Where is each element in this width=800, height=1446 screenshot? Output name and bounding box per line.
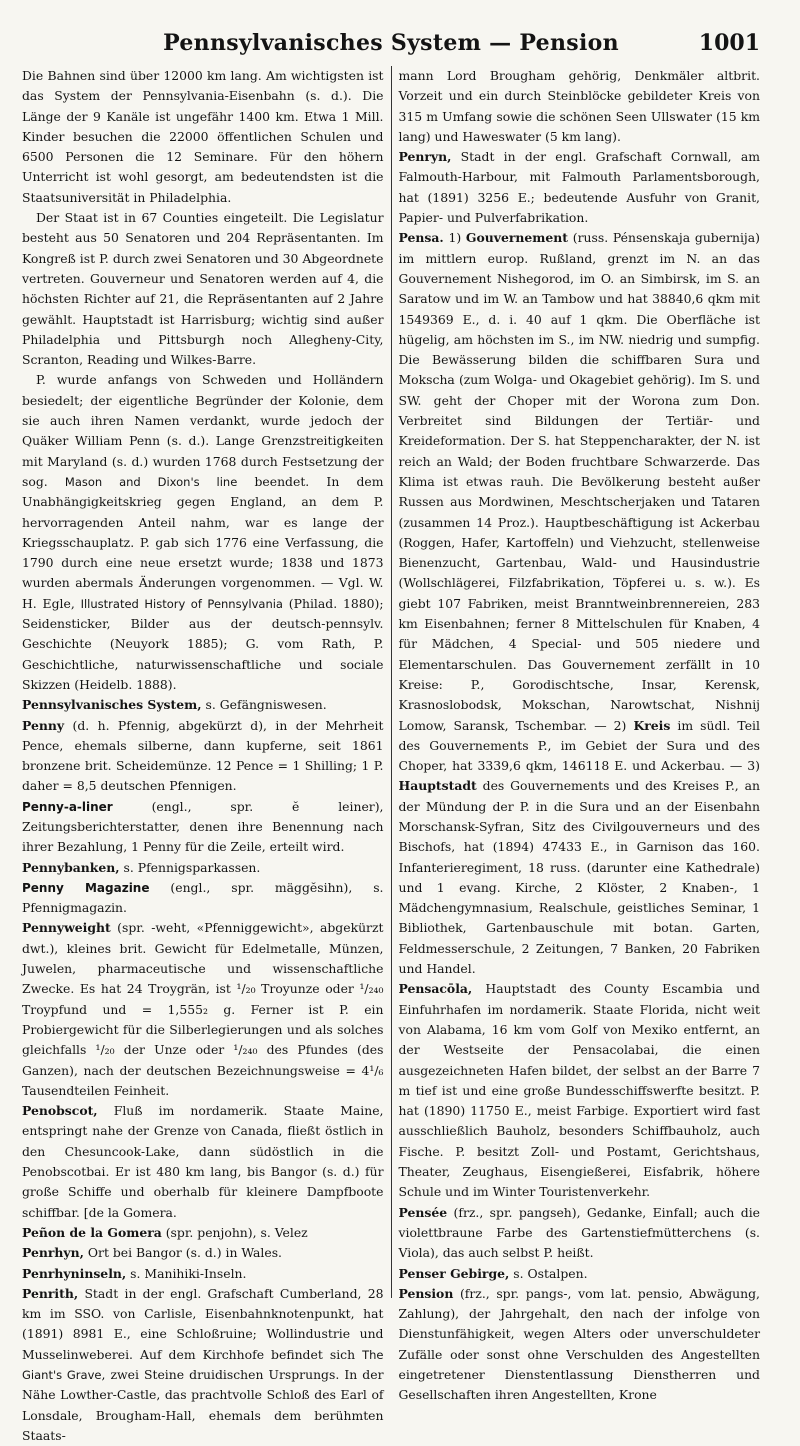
headword: Penrith,	[22, 1285, 79, 1301]
left-column	[22, 66, 384, 1443]
headword: Pensée	[398, 1204, 448, 1220]
paragraph: mann Lord Brougham gehörig, Denkmäler altbrit. Vorzeit und ein durch Steinblöcke gebildeter Kreis von 315 m Umfang sowie die schönen Seen Ullswater (15 km lang) und Haweswater (5 km lang).	[398, 68, 760, 144]
subentry-label: Kreis	[633, 717, 671, 733]
entry-text: Ort bei Bangor (s. d.) in Wales.	[83, 1245, 282, 1261]
entry	[399, 1264, 761, 1284]
entry-text: (russ. Pénsenskaja gubernija) im mittlern europ. Rußland, grenzt im N. an das Gouvernement Nishegorod, im O. an Simbirsk, im S. an Saratow und im W. an Tambow und hat 38840,6 qkm mit 1549369 E., d. i. 40 auf 1 qkm. Die Oberfläche ist hügelig, am höchsten im S., im NW. niedrig und sumpfig. Die Bewässerung bilden die schiffbaren Sura und Mokscha (zum Wolga- und Okagebiet gehörig). Im S. und SW. geht der Choper mit der Worona zum Don. Verbreitet sind Bildungen der Tertiär- und Kreideformation. Der S. hat Steppencharakter, der N. ist reich an Wald; der Boden fruchtbare Schwarzerde. Das Klima ist etwas rauh. Die Bevölkerung besteht außer Russen aus Mordwinen, Meschtscherjaken und Tataren (zusammen 14 Proz.). Hauptbeschäftigung ist Ackerbau (Roggen, Hafer, Kartoffeln) und Viehzucht, stellenweise Bienenzucht, Gartenbau, Wald- und Hausindustrie (Wollschlägerei, Filzfabrikation, Töpferei u. s. w.). Es giebt 107 Fabriken, meist Branntweinbrennereien, 283 km Eisenbahnen; ferner 8 Mittelschulen für Knaben, 4 für Mädchen, 4 Special- und 505 niedere und Elementarschulen. Das Gouvernement zerfällt in 10 Kreise: P., Gorodischtsche, Insar, Kerensk, Krasnoslobodsk, Mokschan, Narowtschat, Nishnij Lomow, Saransk, Tschembar. — 2)	[398, 230, 760, 733]
latin-text: Mason and Dixon's line	[64, 474, 238, 489]
subentry-label: Hauptstadt	[398, 778, 477, 794]
text: beendet. In dem Unabhängigkeitskrieg gegen England, an dem P. hervorragenden Anteil nahm, war es lange der Kriegsschauplatz. P. gab sich 1776 eine Verfassung, die 1790 durch eine neue ersetzt wurde; 1838 und 1873 wurden abermals Änderungen vorgenommen. — Vgl. W. H. Egle,	[22, 473, 384, 611]
entry	[399, 1284, 761, 1406]
headword: Pennybanken,	[22, 859, 120, 875]
entry-text: (frz., spr. pangs-, vom lat. pensio, Abwägung, Zahlung), der Jahrgehalt, den nach der infolge von Dienstunfähigkeit, wegen Alters oder unverschuldeter Zufälle oder sonst ohne Verschulden des Angestellten eingetretener Dienstentlassung Dienstherren und Gesellschaften ihren Angestellten, Krone	[398, 1285, 760, 1403]
headword: Peñon de la Gomera	[22, 1224, 162, 1240]
column-divider	[391, 66, 392, 1298]
text: (Philad. 1880); Seidensticker, Bilder aus der deutsch-pennsylv. Geschichte (Neuyork 1885); G. vom Rath, P. Geschichtliche, naturwissenschaftliche und sociale Skizzen (Heidelb. 1888).	[22, 595, 384, 692]
headword: Penny	[22, 717, 65, 733]
entry	[22, 716, 384, 797]
entry-text: , zwei Steine druidischen Ursprungs. In der Nähe Lowther-Castle, das prachtvolle Schloß des Earl of Lonsdale, Brougham-Hall, ehemals dem berühmten Staats-	[22, 1367, 384, 1443]
entry-text: (spr. -weht, «Pfenniggewicht», abgekürzt dwt.), kleines brit. Gewicht für Edelmetalle, Münzen, Juwelen, pharmaceutische und wissenschaftliche Zwecke. Es hat 24 Troygrän, ist ¹/₂₀ Troyunze oder ¹/₂₄₀ Troypfund und = 1,555₂ g. Ferner ist P. ein Probiergewicht für die Silberlegierungen und als solches gleichfalls ¹/₂₀ der Unze oder ¹/₂₄₀ des Pfundes (des Ganzen), nach der deutschen Bezeichnungsweise = 4¹/₆ Tausendteilen Feinheit.	[22, 920, 384, 1098]
entry-text: des Gouvernements und des Kreises P., an der Mündung der P. in die Sura und an der Eisenbahn Morschansk-Syfran, Sitz des Civilgouverneurs und des Bischofs, hat (1894) 47433 E., in Garnison das 160. Infanterieregiment, 18 russ. (darunter eine Kathedrale) und 1 evang. Kirche, 2 Klöster, 2 Knaben-, 1 Mädchengymnasium, Realschule, geistliches Seminar, 1 Bibliothek, Gartenbauschule mit botan. Garten, Feldmesserschule, 2 Zeitungen, 7 Banken, 20 Fabriken und Handel.	[398, 778, 760, 977]
entry	[399, 1203, 761, 1264]
entry	[399, 147, 761, 228]
entry	[399, 979, 761, 1202]
entry-text: 1)	[443, 230, 466, 246]
paragraph: Der Staat ist in 67 Counties eingeteilt. Die Legislatur besteht aus 50 Senatoren und 204 Repräsentanten. Im Kongreß ist P. durch zwei Senatoren und 30 Abgeordnete vertreten. Gouverneur und Senatoren werden auf 4, die höchsten Richter auf 21, die Repräsentanten auf 2 Jahre gewählt. Hauptstadt ist Harrisburg; wichtig sind außer Philadelphia und Pittsburgh noch Allegheny-City, Scranton, Reading und Wilkes-Barre.	[22, 210, 384, 368]
entry	[22, 858, 384, 878]
entry	[399, 228, 761, 979]
entry-text: (engl., spr. mäggĕsihn), s. Pfennigmagazin.	[22, 879, 384, 916]
entry-text: Hauptstadt des County Escambia und Einfuhrhafen im nordamerik. Staate Florida, nicht weit von Alabama, 16 km vom Golf von Mexiko entfernt, an der Westseite der Pensacolabai, die einen ausgezeichneten Hafen bildet, der selbst an der Barre 7 m tief ist und eine große Bundesschiffswerfte besitzt. P. hat (1890) 11750 E., meist Farbige. Exportiert wird fast ausschließlich Bauholz, besonders Schiffbauholz, auch Fische. P. besitzt Zoll- und Postamt, Gerichtshaus, Theater, Zeughaus, Eisengießerei, Eisfabrik, höhere Schule und im Winter Touristenverkehr.	[398, 981, 760, 1200]
entry-text: (spr. penjohn), s. Velez	[161, 1224, 308, 1240]
headword: Penrhyn,	[22, 1245, 84, 1261]
headword: Penrhyninseln,	[22, 1265, 127, 1281]
entry-text: im südl. Teil des Gouvernements P., im Gebiet der Sura und des Choper, hat 3339,6 qkm, 146118 E. und Ackerbau. — 3)	[398, 717, 760, 774]
paragraph	[22, 370, 384, 695]
entry-text: (frz., spr. pangseh), Gedanke, Einfall; auch die violettbraune Farbe des Gartenstiefmütterchens (s. Viola), das auch selbst P. heißt.	[398, 1204, 760, 1261]
entry-text: s. Gefängniswesen.	[201, 697, 327, 713]
entry-text: (d. h. Pfennig, abgekürzt d), in der Mehrheit Pence, ehemals silberne, dann kupferne, seit 1861 bronzene brit. Scheidemünze. 12 Pence = 1 Shilling; 1 P. daher = 8,5 deutschen Pfennigen.	[22, 717, 384, 794]
entry-text: s. Manihiki-Inseln.	[126, 1265, 247, 1281]
latin-text: The Giant's Grave	[22, 1347, 384, 1382]
page-header	[22, 22, 760, 62]
headword: Pennyweight	[22, 920, 111, 936]
entry-text: s. Pfennigsparkassen.	[119, 859, 261, 875]
entry	[22, 1284, 384, 1446]
entry	[22, 797, 384, 858]
entry	[22, 695, 384, 715]
entry-text: Fluß im nordamerik. Staate Maine, entspringt nahe der Grenze von Canada, fließt östlich in den Chesuncook-Lake, dann südöstlich in die Penobscotbai. Er ist 480 km lang, bis Bangor (s. d.) für große Schiffe und oberhalb für kleinere Dampfboote schiffbar. [de la Gomera.	[22, 1103, 384, 1220]
entry	[22, 1243, 384, 1263]
headword: Pennsylvanisches System,	[22, 697, 202, 713]
entry	[22, 878, 384, 919]
running-title: Pennsylvanisches System — Pension	[163, 30, 619, 56]
page-number: 1001	[698, 30, 760, 56]
headword: Pensacōla,	[398, 981, 473, 997]
headword: Penny Magazine	[22, 880, 150, 895]
headword: Penryn,	[398, 149, 452, 165]
headword: Penny-a-liner	[22, 799, 113, 814]
text: P. wurde anfangs von Schweden und Holländern besiedelt; der eigentliche Begründer der Kolonie, dem sie auch ihren Namen verdankt, wurde jedoch der Quäker William Penn (s. d.). Lange Grenzstreitigkeiten mit Maryland (s. d.) wurden 1768 durch Festsetzung der sog.	[22, 372, 384, 489]
headword: Penobscot,	[22, 1103, 98, 1119]
entry-text: Stadt in der engl. Grafschaft Cumberland, 28 km im SSO. von Carlisle, Eisenbahnknotenpunkt, hat (1891) 8981 E., eine Schloßruine; Wollindustrie und Musselinweberei. Auf dem Kirchhofe befindet sich	[22, 1285, 384, 1362]
paragraph: Die Bahnen sind über 12000 km lang. Am wichtigsten ist das System der Pennsylvania-Eisenbahn (s. d.). Die Länge der 9 Kanäle ist ungefähr 1400 km. Etwa 1 Mill. Kinder besuchen die 22000 öffentlichen Schulen und 6500 Personen die 12 Seminare. Für den höhern Unterricht ist wohl gesorgt, am bedeutendsten ist die Staatsuniversität in Philadelphia.	[22, 68, 384, 205]
right-column	[398, 66, 761, 1403]
entry	[22, 1264, 384, 1284]
headword: Penser Gebirge,	[398, 1265, 510, 1281]
headword: Pensa.	[398, 230, 444, 246]
entry-text: Stadt in der engl. Grafschaft Cornwall, am Falmouth-Harbour, mit Falmouth Parlamentsborough, hat (1891) 3256 E.; bedeutende Ausfuhr von Granit, Papier- und Pulverfabrikation.	[398, 149, 760, 226]
entry	[22, 1223, 384, 1243]
latin-text: Illustrated History of Pennsylvania	[80, 596, 283, 611]
entry-text: s. Ostalpen.	[509, 1265, 588, 1281]
entry-text: (engl., spr. ĕ leiner), Zeitungsberichterstatter, denen ihre Benennung nach ihrer Bezahlung, 1 Penny für die Zeile, erteilt wird.	[22, 798, 384, 855]
entry	[22, 918, 384, 1101]
subentry-label: Gouvernement	[465, 230, 569, 246]
entry	[22, 1101, 384, 1223]
text-columns	[22, 66, 760, 1443]
headword: Pension	[398, 1285, 454, 1301]
